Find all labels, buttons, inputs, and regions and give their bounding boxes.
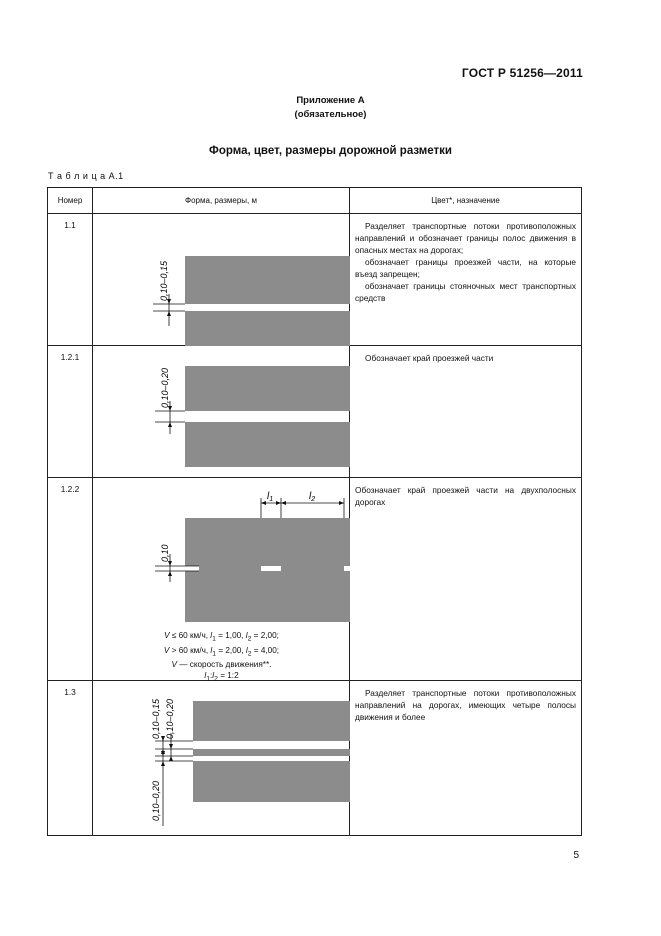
- dimension-label: 0,10: [160, 544, 170, 562]
- description-text: обозначает границы проезжей части, на которые въезд запрещен;: [355, 257, 576, 279]
- row-number: 1.3: [48, 681, 93, 836]
- table-row: [48, 478, 582, 681]
- document-id: ГОСТ Р 51256—2011: [461, 66, 583, 80]
- marking-dash: [261, 566, 281, 571]
- appendix-heading: [0, 94, 661, 122]
- formula-line: V ≤ 60 км/ч, $l_1 = 1,00$, $l_2 = 2,00$;: [164, 631, 279, 643]
- road-surface: [185, 256, 350, 304]
- row-description: [350, 346, 582, 478]
- road-surface: [193, 749, 350, 756]
- description-text: обозначает границы стояночных мест транспортных средств: [355, 281, 576, 303]
- row-figure: [93, 681, 350, 836]
- row-figure: [93, 346, 350, 478]
- road-surface: [185, 311, 350, 346]
- table-row: [48, 214, 582, 346]
- table-caption: Т а б л и ц а А.1: [48, 171, 124, 181]
- road-surface: [185, 422, 350, 467]
- marking-dash: [185, 566, 199, 571]
- row-number: 1.1: [48, 214, 93, 346]
- description-text: Обозначает край проезжей части: [365, 353, 494, 363]
- appendix-subtitle: (обязательное): [294, 109, 367, 120]
- dimension-label: 0,10–0,20: [160, 367, 170, 408]
- l1-label: $l_1$: [267, 491, 274, 503]
- row-figure: [93, 214, 350, 346]
- description-text: Разделяет транспортные потоки противоположных направлений на дорогах, имеющих четыре полосы движения и более: [355, 688, 576, 722]
- row-description: [350, 478, 582, 681]
- table-header-row: [48, 188, 582, 214]
- formula-block: [93, 630, 350, 685]
- marking-diagram-1-3: [93, 681, 350, 836]
- formula-line: V > 60 км/ч, $l_1 = 2,00$, $l_2 = 4,00$;: [163, 645, 280, 658]
- dimension-label: 0,10–0,20: [151, 780, 161, 821]
- marking-dash: [344, 566, 350, 571]
- page-number: 5: [573, 850, 579, 861]
- page-title: Форма, цвет, размеры дорожной разметки: [209, 145, 452, 157]
- table-row: [48, 681, 582, 836]
- header-number: Номер: [48, 188, 93, 214]
- appendix-title: Приложение А: [296, 95, 365, 106]
- dimension-label: 0,10–0,20: [165, 698, 175, 739]
- road-surface: [193, 761, 350, 802]
- row-description: [350, 214, 582, 346]
- row-number: 1.2.1: [48, 346, 93, 478]
- row-figure: [93, 478, 350, 681]
- road-surface: [185, 366, 350, 411]
- dimension-label: 0,10–0,15: [151, 698, 161, 739]
- l2-label: $l_2$: [309, 491, 316, 503]
- header-shape: Форма, размеры, м: [93, 188, 350, 214]
- marking-diagram-1-2-1: [93, 346, 350, 478]
- marking-diagram-1-2-2: [93, 478, 350, 630]
- dimension-label: 0,10–0,15: [159, 260, 169, 301]
- description-text: Разделяет транспортные потоки противоположных направлений и обозначает границы полос движения в опасных местах на дорогах;: [355, 221, 576, 255]
- road-surface: [193, 701, 350, 741]
- header-purpose: Цвет*, назначение: [350, 188, 582, 214]
- description-text: Обозначает край проезжей части на двухполосных дорогах: [355, 485, 576, 507]
- marking-table: [47, 187, 582, 836]
- marking-diagram-1-1: [93, 214, 350, 346]
- formula-line: V — скорость движения**.: [171, 660, 272, 670]
- row-number: 1.2.2: [48, 478, 93, 681]
- table-row: [48, 346, 582, 478]
- formula-line: $l_1:l_2$ = 1:2: [204, 671, 239, 683]
- row-description: [350, 681, 582, 836]
